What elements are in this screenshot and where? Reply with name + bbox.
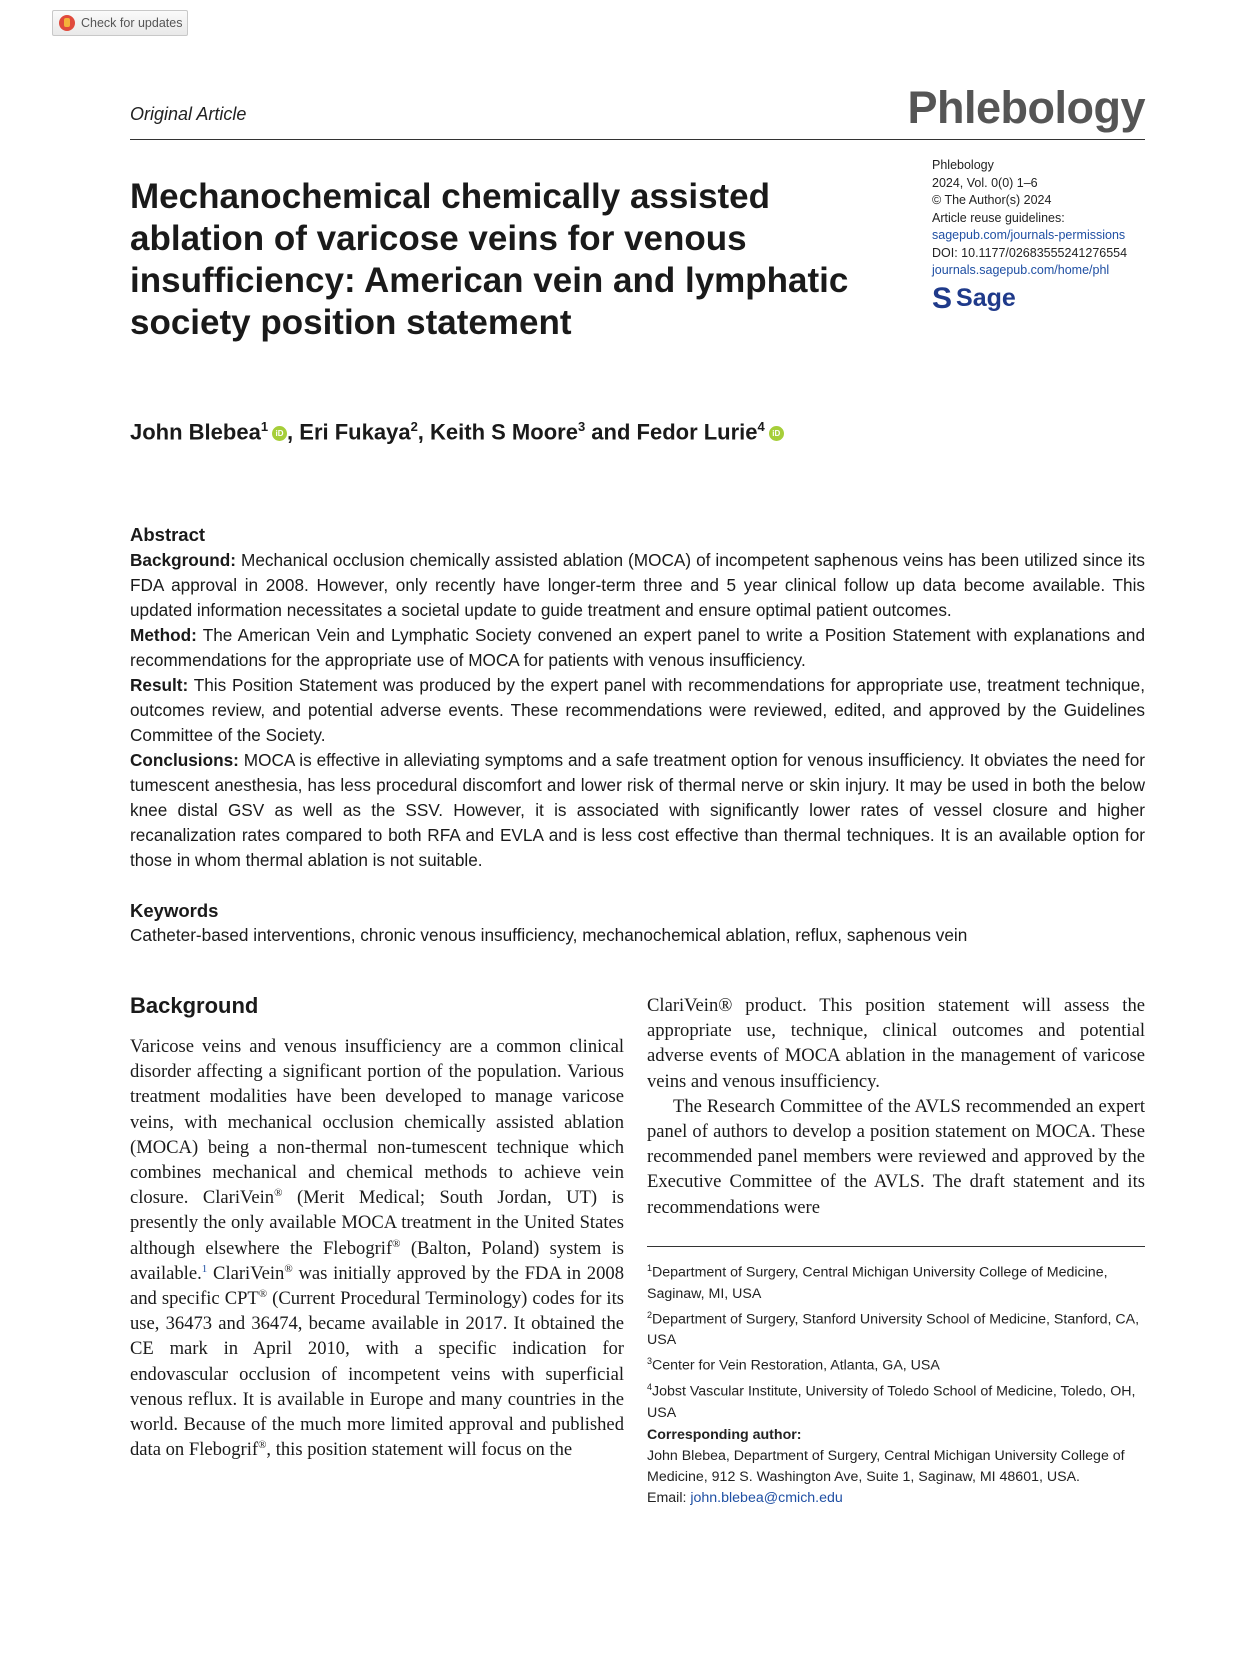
email-label: Email: xyxy=(647,1490,691,1506)
registered-mark: ® xyxy=(274,1187,283,1200)
meta-journal: Phlebology xyxy=(932,158,994,172)
author-separator: , xyxy=(417,419,431,445)
abstract-label: Conclusions: xyxy=(130,750,239,770)
author-name[interactable]: Keith S Moore xyxy=(430,419,578,445)
affiliation-text: Jobst Vascular Institute, University of Toledo School of Medicine, Toledo, OH, USA xyxy=(647,1383,1136,1421)
body-text: (Current Procedural Terminology) codes for its use, 36473 and 36474, became available in 2017. It obtained the CE mark in April 2010, with a specific indication for endovascular occlusion of incompetent veins with superficial venous reflux. It is available in Europe and many countries in the world. Because of the much more limited approval and published data on Flebogrif xyxy=(130,1288,624,1461)
abstract-conclusions xyxy=(130,748,1145,873)
header-divider xyxy=(130,139,1145,140)
abstract-background xyxy=(130,548,1145,623)
author-affiliation-sup: 2 xyxy=(410,419,418,434)
abstract-label: Result: xyxy=(130,675,189,695)
affiliation-item xyxy=(647,1351,1145,1377)
crossmark-icon xyxy=(59,15,75,31)
affiliation-text: Department of Surgery, Stanford University School of Medicine, Stanford, CA, USA xyxy=(647,1311,1140,1349)
body-text: Varicose veins and venous insufficiency are a common clinical disorder affecting a significant portion of the population. Various treatment modalities have been developed to manage varicose veins, with mechanical occlusion chemically assisted ablation (MOCA) being a non-thermal non-tumescent technique which combines mechanical and chemical methods to achieve vein closure. ClariVein xyxy=(130,1036,624,1209)
body-text: (Balton, Poland) system is available. xyxy=(130,1237,624,1284)
author-separator: and xyxy=(585,419,637,445)
affiliation-number: 4 xyxy=(647,1382,653,1393)
meta-reuse-label: Article reuse guidelines: xyxy=(932,210,1065,225)
journal-home-link[interactable]: journals.sagepub.com/home/phl xyxy=(932,263,1110,277)
abstract-label: Method: xyxy=(130,625,197,645)
meta-volume: 2024, Vol. 0(0) 1–6 xyxy=(932,175,1038,190)
sage-wordmark: Sage xyxy=(956,283,1016,312)
body-paragraph: The Research Committee of the AVLS recommended an expert panel of authors to develop a position statement on MOCA. These recommended panel members were reviewed and approved by the Executive Committee of the AVLS. The draft statement and its recommendations were xyxy=(647,1095,1145,1218)
corresponding-heading: Corresponding author: xyxy=(647,1427,802,1443)
author-name[interactable]: Eri Fukaya xyxy=(299,419,411,445)
keywords-heading: Keywords xyxy=(130,900,219,921)
abstract-text: The American Vein and Lymphatic Society convened an expert panel to write a Position Statement with explanations and recommendations for the appropriate use of MOCA for patients with venous insufficiency. xyxy=(130,625,1145,670)
affiliation-text: Center for Vein Restoration, Atlanta, GA, USA xyxy=(652,1358,940,1375)
body-text: (Merit Medical; South Jordan, UT) is presently the only available MOCA treatment in the United States although elsewhere the Flebogrif xyxy=(130,1187,624,1259)
check-for-updates-badge[interactable] xyxy=(52,10,188,36)
journal-name: Phlebology xyxy=(907,82,1145,133)
affiliation-number: 3 xyxy=(647,1356,653,1367)
affiliation-item xyxy=(647,1305,1145,1352)
article-title: Mechanochemical chemically assisted ablation of varicose veins for venous insufficiency: American vein and lymphatic society position statement xyxy=(130,177,849,342)
author-affiliation-sup: 3 xyxy=(577,419,586,434)
abstract-heading: Abstract xyxy=(130,524,206,545)
corresponding-author xyxy=(647,1425,1145,1509)
meta-doi: DOI: 10.1177/02683555241276554 xyxy=(932,245,1128,260)
keywords xyxy=(130,898,1145,948)
body-paragraph: ClariVein® product. This position statement will assess the appropriate use, technique, clinical outcomes and potential adverse events of MOCA ablation in the management of varicose veins and venous insufficiency. xyxy=(647,995,1145,1092)
affiliation-number: 2 xyxy=(647,1309,653,1320)
abstract-label: Background: xyxy=(130,550,236,570)
author-list xyxy=(130,419,784,445)
body-column-right xyxy=(647,993,1145,1220)
reuse-link[interactable]: sagepub.com/journals-permissions xyxy=(932,228,1126,242)
registered-mark: ® xyxy=(284,1262,293,1275)
abstract-result xyxy=(130,673,1145,748)
registered-mark: ® xyxy=(258,1287,268,1300)
affiliation-item xyxy=(647,1258,1145,1305)
body-text: was initially approved by the FDA in 2008 and specific CPT xyxy=(130,1262,624,1310)
author-name[interactable]: Fedor Lurie xyxy=(636,419,758,445)
affiliation-item xyxy=(647,1377,1145,1424)
author-affiliation-sup: 4 xyxy=(757,419,765,434)
check-for-updates-label: Check for updates xyxy=(81,16,183,30)
email-link[interactable]: john.blebea@cmich.edu xyxy=(690,1490,843,1506)
corresponding-text: John Blebea, Department of Surgery, Central Michigan University College of Medicine, 912 S. Washington Ave, Suite 1, Saginaw, MI 48601, USA. xyxy=(647,1448,1125,1485)
abstract-text: This Position Statement was produced by the expert panel with recommendations for appropriate use, treatment technique, outcomes review, and potential adverse events. These recommendations were reviewed, edited, and approved by the Guidelines Committee of the Society. xyxy=(130,675,1145,745)
citation-link[interactable]: 1 xyxy=(201,1262,208,1275)
body-text: ClariVein xyxy=(207,1262,285,1284)
footnote-divider xyxy=(647,1246,1145,1247)
article-type: Original Article xyxy=(130,104,247,124)
sage-s-icon: S xyxy=(932,281,953,315)
author-affiliation-sup: 1 xyxy=(260,419,269,434)
keywords-text: Catheter-based interventions, chronic venous insufficiency, mechanochemical ablation, reflux, saphenous vein xyxy=(130,925,968,945)
registered-mark: ® xyxy=(258,1439,267,1452)
article-meta xyxy=(932,157,1152,314)
corresponding-email-line xyxy=(647,1488,1145,1509)
affiliation-number: 1 xyxy=(647,1263,653,1273)
body-column-left xyxy=(130,1034,624,1462)
sage-logo xyxy=(932,281,1152,315)
section-heading-background: Background xyxy=(130,993,259,1018)
orcid-icon[interactable]: iD xyxy=(769,426,784,441)
abstract-method xyxy=(130,623,1145,673)
abstract xyxy=(130,522,1145,873)
body-text: , this position statement will focus on the xyxy=(266,1439,573,1461)
body-paragraph xyxy=(130,1034,624,1462)
abstract-text: Mechanical occlusion chemically assisted ablation (MOCA) of incompetent saphenous veins has been utilized since its FDA approval in 2008. However, only recently have longer-term three and 5 year clinical follow up data become available. This updated information necessitates a societal update to guide treatment and ensure optimal patient outcomes. xyxy=(130,550,1145,620)
affiliation-text: Department of Surgery, Central Michigan University College of Medicine, Saginaw, MI, USA xyxy=(647,1264,1108,1302)
abstract-text: MOCA is effective in alleviating symptoms and a safe treatment option for venous insufficiency. It obviates the need for tumescent anesthesia, has less procedural discomfort and lower risk of thermal nerve or skin injury. It may be used in both the below knee distal GSV as well as the SSV. However, it is associated with significantly lower rates of vessel closure and higher recanalization rates compared to both RFA and EVLA and is less cost effective than thermal techniques. It is an available option for those in whom thermal ablation is not suitable. xyxy=(130,750,1145,870)
affiliations xyxy=(647,1258,1145,1424)
author-name[interactable]: John Blebea xyxy=(130,419,261,445)
registered-mark: ® xyxy=(392,1237,401,1250)
author-separator: , xyxy=(287,419,300,445)
orcid-icon[interactable]: iD xyxy=(272,426,287,441)
meta-copyright: © The Author(s) 2024 xyxy=(932,193,1052,207)
